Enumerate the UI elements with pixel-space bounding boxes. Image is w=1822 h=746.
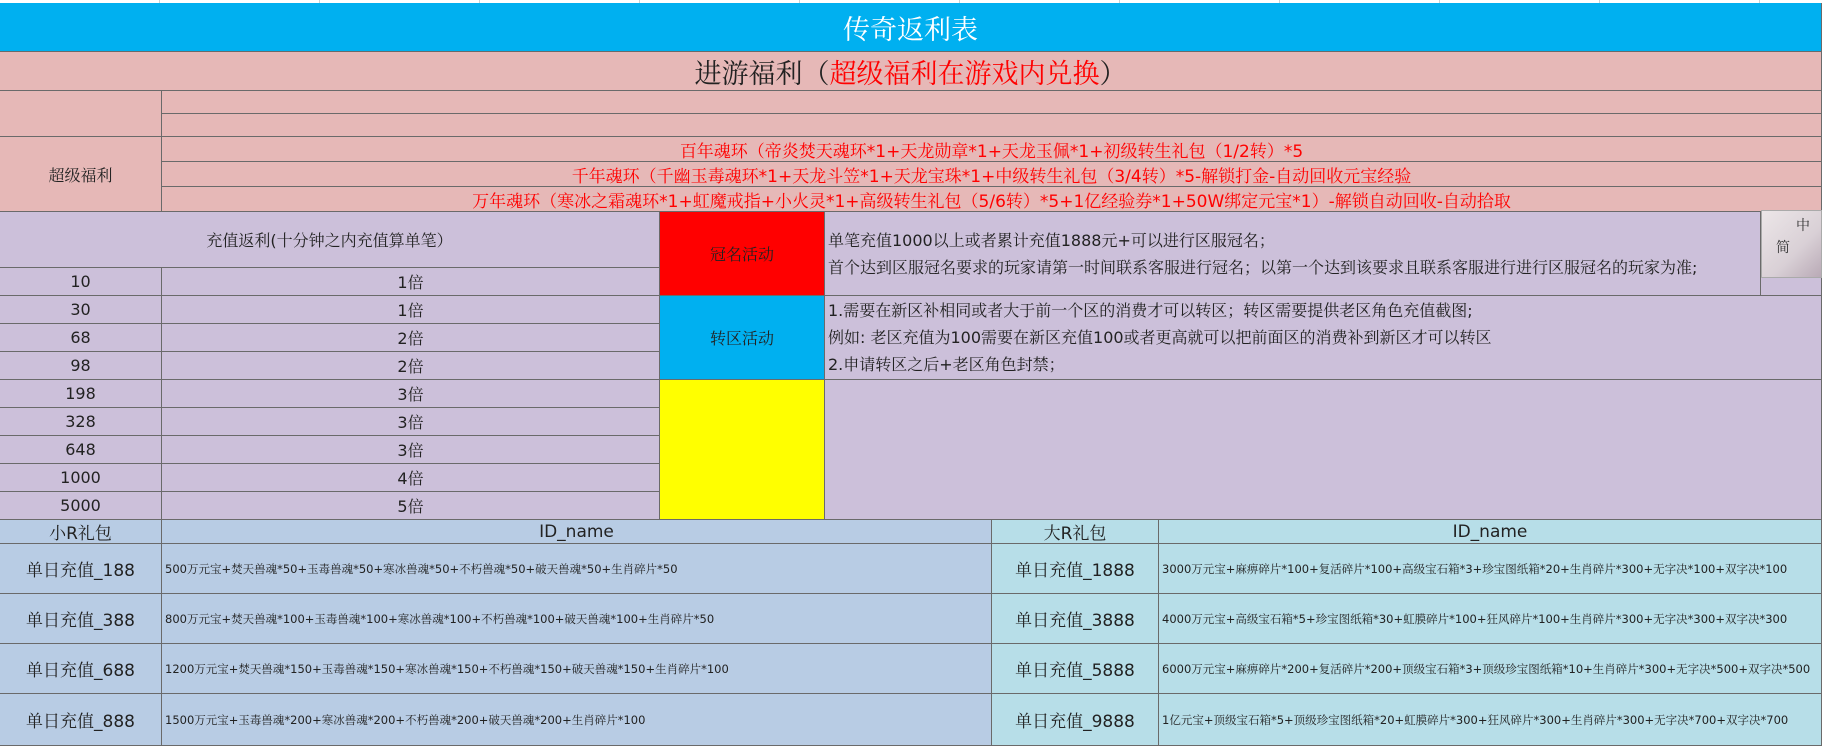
recharge-rate-cell[interactable] [162,352,660,380]
naming-activity-description[interactable] [825,212,1761,296]
transfer-activity-line: 例如: 老区充值为100需要在新区充值100或者更高就可以把前面区的消费补到新区才可以转区 [828,328,1492,347]
recharge-rate-cell[interactable] [162,492,660,520]
small-pack-name: 单日充值_388 [26,611,135,631]
sheet-title-cell[interactable] [0,3,1822,52]
naming-activity-label: 冠名活动 [709,245,774,264]
big-pack-header-cell[interactable] [992,520,1159,544]
transfer-activity-line: 2.申请转区之后+老区角色封禁； [828,355,1065,374]
big-pack-id-header-cell[interactable] [1159,520,1822,544]
small-pack-name: 单日充值_188 [26,561,135,581]
recharge-rate: 3倍 [397,385,424,404]
small-pack-content: 500万元宝+焚天兽魂*50+玉毒兽魂*50+寒冰兽魂*50+不朽兽魂*50+破天兽魂*50+生肖碎片*50 [165,561,678,576]
empty-cell[interactable] [162,114,1822,137]
recharge-title: 充值返利(十分钟之内充值算单笔） [206,231,453,250]
recharge-amount: 5000 [60,496,101,515]
big-pack-content: 3000万元宝+麻痹碎片*100+复活碎片*100+高级宝石箱*3+珍宝图纸箱*20+生肖碎片*300+无字决*100+双字决*100 [1162,561,1788,576]
super-benefit-text: 百年魂环（帝炎焚天魂环*1+天龙勋章*1+天龙玉佩*1+初级转生礼包（1/2转）*5 [679,141,1304,162]
small-pack-content-cell[interactable] [162,644,992,694]
big-pack-header: 大R礼包 [1043,524,1107,544]
entry-benefits-close: ） [1099,58,1127,90]
recharge-amount: 1000 [60,468,101,487]
big-pack-content: 6000万元宝+麻痹碎片*200+复活碎片*200+顶级宝石箱*3+顶级珍宝图纸箱*10+生肖碎片*300+无字决*500+双字决*500 [1162,661,1811,676]
big-pack-name-cell[interactable] [992,694,1159,746]
super-benefit-text: 千年魂环（千幽玉毒魂环*1+天龙斗笠*1+天龙宝珠*1+中级转生礼包（3/4转）*5-解锁打金-自动回收元宝经验 [571,166,1412,187]
recharge-amount-cell[interactable] [0,296,162,324]
small-pack-id-header-cell[interactable] [162,520,992,544]
transfer-activity-label: 转区活动 [709,329,774,348]
recharge-title-cell[interactable] [0,212,660,268]
small-pack-name-cell[interactable] [0,644,162,694]
small-pack-id-header: ID_name [539,521,614,542]
transfer-activity-line: 1.需要在新区补相同或者大于前一个区的消费才可以转区；转区需要提供老区角色充值截图; [828,301,1473,320]
small-pack-name-cell[interactable] [0,694,162,746]
small-pack-content: 1500万元宝+玉毒兽魂*200+寒冰兽魂*200+不朽兽魂*200+破天兽魂*200+生肖碎片*100 [165,712,646,727]
recharge-amount: 68 [70,328,91,347]
super-benefits-label-cell[interactable] [0,137,162,212]
small-pack-content: 1200万元宝+焚天兽魂*150+玉毒兽魂*150+寒冰兽魂*150+不朽兽魂*150+破天兽魂*150+生肖碎片*100 [165,661,729,676]
recharge-rate: 3倍 [397,413,424,432]
transfer-activity-label-cell[interactable] [660,296,825,380]
big-pack-content-cell[interactable] [1159,644,1822,694]
naming-activity-line: 首个达到区服冠名要求的玩家请第一时间联系客服进行冠名；以第一个达到该要求且联系客服进行进行区服冠名的玩家为准; [828,257,1698,277]
recharge-amount-cell[interactable] [0,268,162,296]
recharge-rate-cell[interactable] [162,296,660,324]
sheet-title: 传奇返利表 [843,14,978,46]
recharge-amount: 648 [65,440,96,459]
empty-yellow-cell[interactable] [660,380,825,520]
big-pack-content-cell[interactable] [1159,594,1822,644]
big-pack-name: 单日充值_5888 [1015,661,1135,681]
big-pack-name: 单日充值_9888 [1015,712,1135,732]
empty-cell[interactable] [0,91,162,137]
big-pack-name-cell[interactable] [992,644,1159,694]
recharge-amount: 198 [65,384,96,403]
big-pack-name: 单日充值_3888 [1015,611,1135,631]
recharge-rate-cell[interactable] [162,268,660,296]
entry-benefits-label: 进游福利（ [694,58,830,90]
transfer-activity-description[interactable] [825,296,1822,380]
recharge-rate: 1倍 [397,301,424,320]
small-pack-name-cell[interactable] [0,544,162,594]
super-benefit-row[interactable] [162,137,1822,162]
recharge-amount: 10 [70,272,91,291]
recharge-amount-cell[interactable] [0,436,162,464]
big-pack-name-cell[interactable] [992,594,1159,644]
recharge-rate-cell[interactable] [162,436,660,464]
super-benefit-text: 万年魂环（寒冰之霜魂环*1+虹魔戒指+小火灵*1+高级转生礼包（5/6转）*5+1亿经验券*1+50W绑定元宝*1）-解锁自动回收-自动拾取 [472,191,1511,212]
small-pack-content: 800万元宝+焚天兽魂*100+玉毒兽魂*100+寒冰兽魂*100+不朽兽魂*100+破天兽魂*100+生肖碎片*50 [165,611,715,626]
recharge-amount: 98 [70,356,91,375]
big-pack-name-cell[interactable] [992,544,1159,594]
entry-benefits-cell[interactable] [0,52,1822,91]
recharge-rate-cell[interactable] [162,324,660,352]
small-pack-header: 小R礼包 [49,524,112,544]
big-pack-content-cell[interactable] [1159,694,1822,746]
badge-char: 简 [1776,240,1790,256]
recharge-rate-cell[interactable] [162,408,660,436]
recharge-amount-cell[interactable] [0,324,162,352]
recharge-amount-cell[interactable] [0,352,162,380]
small-pack-content-cell[interactable] [162,594,992,644]
recharge-amount-cell[interactable] [0,380,162,408]
recharge-amount: 328 [65,412,96,431]
big-pack-content-cell[interactable] [1159,544,1822,594]
recharge-amount-cell[interactable] [0,492,162,520]
recharge-amount: 30 [70,300,91,319]
big-pack-id-header: ID_name [1452,521,1528,542]
recharge-rate: 3倍 [397,441,424,460]
floating-picture[interactable] [1761,210,1822,278]
small-pack-name: 单日充值_888 [26,712,135,732]
big-pack-name: 单日充值_1888 [1015,561,1135,581]
small-pack-name-cell[interactable] [0,594,162,644]
recharge-rate: 4倍 [397,469,424,488]
recharge-rate: 2倍 [397,357,424,376]
recharge-rate: 1倍 [397,273,424,292]
super-benefit-row[interactable] [162,187,1822,212]
naming-activity-label-cell[interactable] [660,212,825,296]
small-pack-content-cell[interactable] [162,694,992,746]
recharge-rate: 2倍 [397,329,424,348]
small-pack-header-cell[interactable] [0,520,162,544]
super-benefit-row[interactable] [162,162,1822,187]
small-pack-content-cell[interactable] [162,544,992,594]
recharge-amount-cell[interactable] [0,408,162,436]
badge-char: 中 [1796,218,1810,234]
entry-benefits-highlight: 超级福利在游戏内兑换 [829,58,1100,90]
big-pack-content: 4000万元宝+高级宝石箱*5+珍宝图纸箱*30+虹膜碎片*100+狂风碎片*100+生肖碎片*300+无字决*300+双字决*300 [1162,611,1788,626]
recharge-rate: 5倍 [397,497,424,516]
small-pack-name: 单日充值_688 [26,661,135,681]
empty-cell[interactable] [162,91,1822,114]
empty-cell[interactable] [825,380,1822,520]
recharge-rate-cell[interactable] [162,380,660,408]
recharge-amount-cell[interactable] [0,464,162,492]
super-benefits-label: 超级福利 [48,165,113,185]
big-pack-content: 1亿元宝+顶级宝石箱*5+顶级珍宝图纸箱*20+虹膜碎片*300+狂风碎片*300+生肖碎片*300+无字决*700+双字决*700 [1162,712,1789,727]
naming-activity-line: 单笔充值1000以上或者累计充值1888元+可以进行区服冠名； [828,230,1275,250]
recharge-rate-cell[interactable] [162,464,660,492]
